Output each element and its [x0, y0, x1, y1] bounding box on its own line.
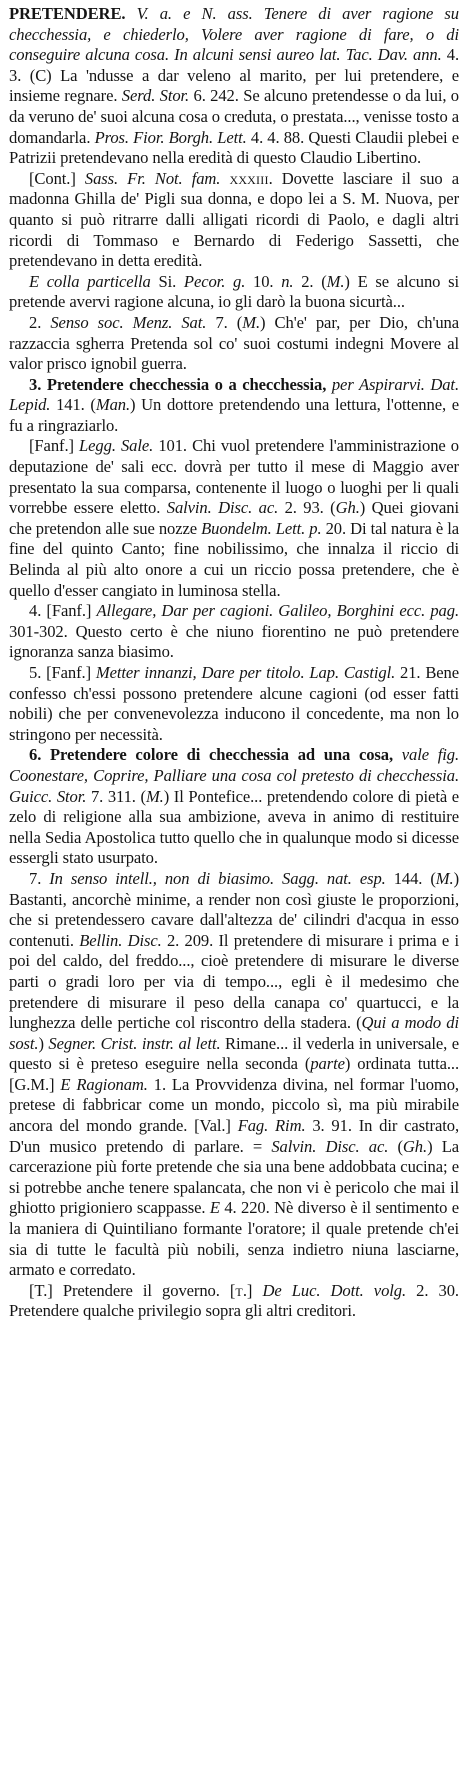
text-run: n. [281, 271, 294, 291]
text-run: 6. Pretendere colore di checchessia ad una cosa, [29, 745, 394, 765]
text-run: 6. 242. Se alcuno pretendesse o da lui, o da veruno de' suoi alcuna cosa o creduta, o prestata..., venisse tosto a domandarla. [9, 86, 459, 147]
text-run: [T.] Pretendere il governo. [ [29, 1280, 236, 1300]
text-run: 2. [29, 312, 51, 332]
paragraph-sense-6 [9, 745, 459, 869]
text-run: 2. 209. Il pretendere di misurare i prima e i poi del caldo, del freddo..., cioè pretendere di misurare le diverse parti o gradi loro per via di tempo..., egli è il medesimo che pretendere di misurare il peso della canapa co' quartucci, e la lunghezza delle pertiche col riscontro della stadera. ( [9, 930, 459, 1033]
text-run: 4. 220. Nè diverso è il sentimento e la maniera di Quintiliano formante l'oratore; il quale pretende ch'ei sia di tutte le facultà più nobili, senza indietro niuna lasciarne, armato e corredato. [9, 1198, 460, 1280]
text-run: 2. 30. Pretendere qualche privilegio sopra gli altri creditori. [9, 1280, 459, 1321]
text-run: Qui a modo di sost. [9, 1013, 459, 1053]
text-run: 4. 4. 88. Questi Claudii plebei e Patrizii pretendevano nella eredità di questo Claudio Libertino. [9, 127, 459, 168]
text-run: 101. Chi vuol pretendere l'amministrazione o deputazione de' sali ecc. dovrà per tutto il mese di Maggio aver presentato la sua comparsa, contenente il luogo o luoghi per li quali vorrebbe essere eletto. [9, 436, 459, 518]
text-run: Pecor. g. [183, 271, 246, 291]
text-run: 21. Bene confesso ch'essi possono pretendere alcune cagioni (od esser fatti nobili) che per convenevolezza inducono il concedente, ma non lo stringono per necessità. [9, 663, 460, 744]
text-run: .] [242, 1280, 263, 1300]
paragraph-fanf-1 [9, 436, 459, 601]
text-run: Salvin. Disc. ac. [271, 1136, 389, 1156]
text-run: t [235, 1280, 243, 1300]
text-run: ) La carcerazione più forte pretende che sia una bene addobbata cucina; e si potrebbe anche tenere spalancata, che non vi è pericolo che mai il ghiotto prigioniero scappasse. [9, 1136, 459, 1218]
text-run: [Fanf.] [29, 436, 80, 456]
text-run: Metter innanzi, Dare per titolo. Lap. Castigl. [95, 663, 396, 682]
text-run: 7. ( [206, 312, 243, 332]
text-run: Salvin. Disc. ac. [166, 498, 279, 518]
text-run: 4. [Fanf.] [29, 601, 97, 621]
paragraph-definition [9, 4, 459, 169]
text-run: per Aspirarvi. Dat. Lepid. [9, 374, 459, 415]
text-run: 7. 311. ( [86, 786, 146, 806]
text-run: Gh. [402, 1136, 428, 1156]
text-run: 4. 3. (C) La 'ndusse a dar veleno al marito, per lui pretendere, e insieme regnare. [9, 45, 459, 106]
text-run: Senso soc. Menz. Sat. [50, 312, 207, 332]
paragraph-t-final [9, 1281, 459, 1322]
text-run: Bellin. Disc. [79, 930, 162, 950]
text-run: 144. ( [385, 868, 436, 888]
text-run: 10. [245, 271, 282, 291]
text-run: Sass. Fr. Not. fam. [84, 168, 221, 188]
text-run: M. [326, 271, 345, 291]
text-run: Buondelm. Lett. p. [201, 518, 322, 538]
text-run: 5. [Fanf.] [29, 663, 96, 682]
paragraph-particella [9, 272, 459, 313]
text-run: ) ordinata tutta... [G.M.] [9, 1054, 459, 1094]
text-run: 20. Di tal natura è la fine del quinto Canto; fine nobilissimo, che innalza il riccio di Belinda al più alto onore a cui un riccio possa pretendere, che è quello d'esser cangiato in luminosa stella. [9, 518, 459, 600]
text-run: M. [435, 868, 454, 888]
text-run: ) Il Pontefice... pretendendo colore di pietà e zelo di religione alla sua ambizione, aveva in animo di restituire nella Sedia Apostolica tutto quello che in qualunque modo si dicesse essergli stato usurpato. [9, 786, 459, 868]
text-run: 3. 91. In dir castrato, D'un musico pretendo di parlare. = [9, 1116, 459, 1156]
text-run: De Luc. Dott. volg. [262, 1280, 407, 1300]
text-run: ) Quei giovani che pretendon alle sue nozze [9, 498, 459, 538]
text-run: Serd. Stor. [121, 86, 190, 106]
text-run: [Cont.] [29, 168, 85, 188]
text-run: E colla particella [29, 271, 151, 291]
paragraph-sense-5 [9, 663, 459, 745]
paragraph-cont [9, 169, 459, 272]
text-run: xxxiii [229, 168, 269, 188]
text-run: In senso intell., non di biasimo. Sagg. nat. esp. [49, 868, 386, 888]
text-run: Rimane... il vederla in universale, e questo si è preteso eseguire nella seconda ( [9, 1033, 459, 1074]
text-run: PRETENDERE. [9, 4, 126, 23]
text-run: parte [310, 1054, 345, 1074]
text-run: ) Un dottore pretendendo una lettura, l'ottenne, e fu a ringraziarlo. [9, 395, 459, 435]
text-run: E [209, 1198, 220, 1218]
text-run: Segner. Crist. instr. al lett. [48, 1033, 221, 1053]
text-run: ) Ch'e' par, per Dio, ch'una razzaccia sgherra Pretenda sol co' suoi costumi indegni Movere al valor prisco ignobil guerra. [9, 312, 459, 374]
text-run: . Dovette lasciare il suo a madonna Ghilla de' Pigli sua donna, e dopo lei a S. M. Nuova, per quanto si può ritrarre dalli alligati ricordi di Paolo, e dagli altri ricordi di Tommaso e Bernardo di Federigo Sassetti, che pretendevano in detta eredità. [9, 168, 459, 271]
text-run: Pros. Fior. Borgh. Lett. [94, 127, 247, 147]
text-run: Man. [95, 395, 131, 415]
text-run: Gh. [335, 498, 360, 518]
text-run: 3. Pretendere checchessia o a checchessia, [29, 374, 327, 394]
paragraph-sense-4 [9, 601, 459, 663]
text-run: Fag. Rim. [237, 1116, 306, 1136]
text-run: vale fig. Coonestare, Coprire, Palliare una cosa col pretesto di checchessia. Guicc. Stor. [9, 745, 459, 806]
text-run: ) Bastanti, ancorchè minime, a render non così giuste le proporzioni, che si pretendessero cavare dall'altezza de' cilindri d'acqua in esso contenuti. [9, 868, 460, 950]
text-run: ) E se alcuno si pretende avervi ragione alcuna, io gli darò la buona sicurtà... [9, 271, 459, 312]
text-run: 301-302. Questo certo è che niuno fiorentino ne può pretendere ignoranza sanza biasimo. [9, 621, 459, 662]
text-run: Si. [150, 271, 184, 291]
text-run: E Ragionam. [60, 1074, 148, 1094]
paragraph-sense-2 [9, 313, 459, 375]
text-run: 2. ( [293, 271, 327, 291]
text-run: V. a. e N. ass. Tenere di aver ragione su checchessia, e chiederlo, Volere aver ragione di fare, o di conseguire alcuna cosa. In alcuni sensi aureo lat. Tac. Dav. ann. [9, 4, 459, 65]
paragraph-sense-3 [9, 375, 459, 437]
text-run: Allegare, Dar per cagioni. Galileo, Borghini ecc. pag. [96, 601, 459, 621]
text-run: M. [145, 786, 164, 806]
text-run: ) [38, 1033, 49, 1053]
paragraph-sense-7 [9, 869, 459, 1281]
text-run: ( [388, 1136, 403, 1156]
text-run: 7. [29, 868, 50, 888]
text-run: 2. 93. ( [278, 498, 336, 518]
text-run: 1. La Provvidenza divina, nel formar l'uomo, pretese di fabbricar come un mondo, piccolo sì, ma più mirabile ancora del mondo grande. [Val.] [9, 1074, 459, 1136]
text-run: 141. ( [50, 395, 96, 415]
text-run: Legg. Sale. [79, 436, 154, 456]
text-run: M. [242, 312, 260, 332]
